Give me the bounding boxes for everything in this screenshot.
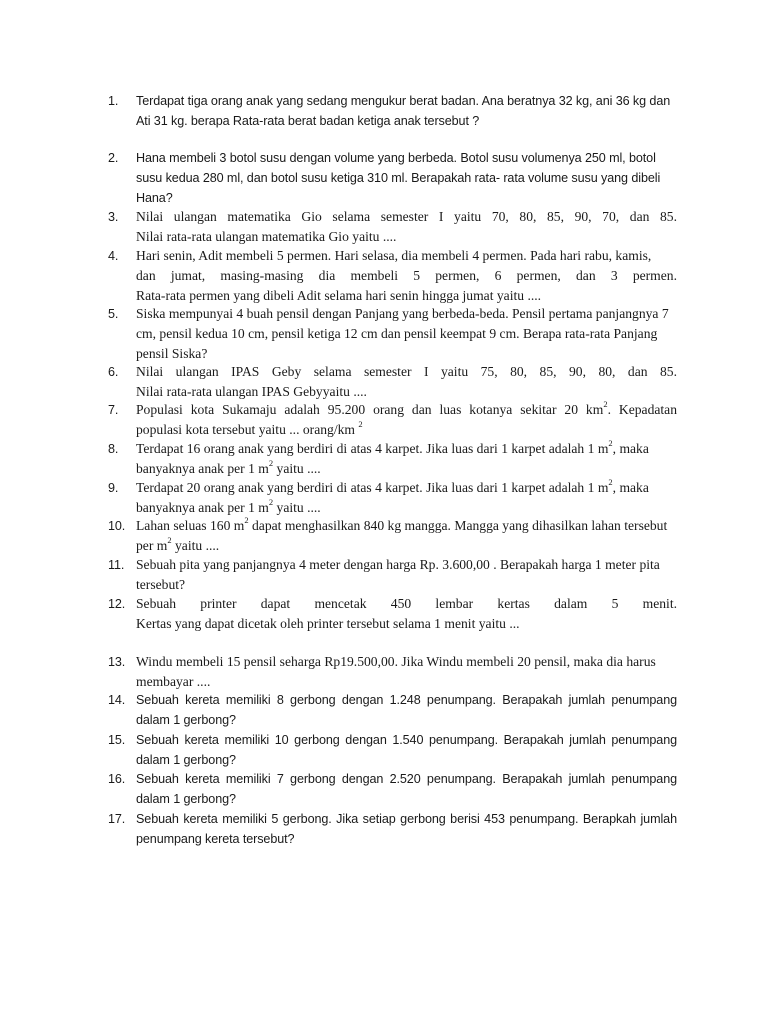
question-line: Sebuah kereta memiliki 5 gerbong. Jika setiap gerbong berisi 453 penumpang. Berapkah jumlah [136,812,677,826]
question-line: Nilai ulangan IPAS Geby selama semester I yaitu 75, 80, 85, 90, 80, dan 85. [136,364,677,379]
question-number: 11. [108,558,125,572]
superscript: 2 [358,419,363,430]
question-11 [108,555,677,595]
question-9 [108,478,677,518]
question-text: Terdapat 16 orang anak yang berdiri di atas 4 karpet. Jika luas dari 1 karpet adalah 1 m [136,441,609,456]
question-line: Sebuah kereta memiliki 7 gerbong dengan 2.520 penumpang. Berapakah jumlah penumpang [136,772,677,786]
question-line [136,459,677,479]
question-number: 5. [108,307,119,321]
question-line [136,516,677,536]
question-line: Ati 31 kg. berapa Rata-rata berat badan ketiga anak tersebut ? [136,114,480,128]
superscript: 2 [608,438,613,449]
question-number: 1. [108,94,119,108]
question-text: populasi kota tersebut yaitu ... orang/km [136,422,355,437]
question-6 [108,362,677,402]
question-5 [108,304,677,364]
question-number: 17. [108,812,126,826]
question-line: Nilai rata-rata ulangan IPAS Gebyyaitu .... [136,384,367,399]
question-number: 9. [108,481,119,495]
question-text: banyaknya anak per 1 m [136,461,269,476]
question-number: 10. [108,519,126,533]
question-text: per m [136,538,168,553]
question-line [136,498,677,518]
question-number: 3. [108,210,119,224]
question-line: Sebuah kereta memiliki 10 gerbong dengan 1.540 penumpang. Berapakah jumlah penumpang [136,733,677,747]
question-line: cm, pensil kedua 10 cm, pensil ketiga 12 cm dan pensil keempat 9 cm. Berapa rata-rata Panjang [136,326,658,341]
question-line: Rata-rata permen yang dibeli Adit selama hari senin hingga jumat yaitu .... [136,288,542,303]
question-text: Terdapat 20 orang anak yang berdiri di atas 4 karpet. Jika luas dari 1 karpet adalah 1 m [136,480,609,495]
question-line: Sebuah kereta memiliki 8 gerbong dengan 1.248 penumpang. Berapakah jumlah penumpang [136,693,677,707]
question-3 [108,207,677,247]
question-number: 7. [108,403,119,417]
question-line: Siska mempunyai 4 buah pensil dengan Panjang yang berbeda-beda. Pensil pertama panjangnya 7 [136,306,669,321]
question-number: 15. [108,733,126,747]
superscript: 2 [244,515,249,526]
question-17 [108,809,677,849]
question-4 [108,246,677,306]
question-number: 12. [108,597,126,611]
question-line [136,400,677,420]
question-text: dapat menghasilkan 840 kg mangga. Mangga yang dihasilkan lahan tersebut [248,518,668,533]
question-line [136,478,677,498]
question-number: 8. [108,442,119,456]
question-line [136,420,677,440]
question-text: banyaknya anak per 1 m [136,500,269,515]
question-line: Hana? [136,191,173,205]
question-line: dalam 1 gerbong? [136,713,236,727]
question-line: Terdapat tiga orang anak yang sedang mengukur berat badan. Ana beratnya 32 kg, ani 36 kg dan [136,94,671,108]
question-line: dalam 1 gerbong? [136,792,236,806]
question-line: Kertas yang dapat dicetak oleh printer tersebut selama 1 menit yaitu ... [136,616,520,631]
question-line [136,536,677,556]
question-10 [108,516,677,556]
question-line: Sebuah pita yang panjangnya 4 meter dengan harga Rp. 3.600,00 . Berapakah harga 1 meter pita [136,557,660,572]
question-line: tersebut? [136,577,186,592]
question-line: membayar .... [136,674,211,689]
superscript: 2 [608,477,613,488]
question-text: . Kepadatan [607,402,678,417]
question-12 [108,594,677,634]
question-text: Populasi kota Sukamaju adalah 95.200 orang dan luas kotanya sekitar 20 km [136,402,604,417]
question-number: 14. [108,693,126,707]
question-line: Hana membeli 3 botol susu dengan volume yang berbeda. Botol susu volumenya 250 ml, botol [136,151,656,165]
superscript: 2 [268,458,274,469]
question-line [136,439,677,459]
question-line: susu kedua 280 ml, dan botol susu ketiga 310 ml. Berapakah rata- rata volume susu yang dibeli [136,171,661,185]
question-text: , maka [612,441,649,456]
superscript: 2 [603,399,608,410]
superscript: 2 [268,497,274,508]
question-text: yaitu .... [273,500,321,515]
question-text: Lahan seluas 160 m [136,518,245,533]
question-line: Hari senin, Adit membeli 5 permen. Hari selasa, dia membeli 4 permen. Pada hari rabu, kamis, [136,248,652,263]
question-2 [108,148,677,208]
question-15 [108,730,677,770]
superscript: 2 [167,535,172,546]
question-line: dan jumat, masing-masing dia membeli 5 permen, 6 permen, dan 3 permen. [136,268,677,283]
question-number: 2. [108,151,119,165]
question-number: 4. [108,249,119,263]
question-line: penumpang kereta tersebut? [136,832,295,846]
question-line: pensil Siska? [136,346,208,361]
question-text: , maka [612,480,649,495]
question-line: Nilai ulangan matematika Gio selama semester I yaitu 70, 80, 85, 90, 70, dan 85. [136,209,677,224]
question-text: yaitu .... [273,461,321,476]
question-line: Windu membeli 15 pensil seharga Rp19.500,00. Jika Windu membeli 20 pensil, maka dia harus [136,654,656,669]
question-number: 16. [108,772,126,786]
question-13 [108,652,677,692]
question-line: Sebuah printer dapat mencetak 450 lembar kertas dalam 5 menit. [136,596,677,611]
question-line: dalam 1 gerbong? [136,753,236,767]
question-16 [108,769,677,809]
question-text: yaitu .... [171,538,220,553]
question-number: 13. [108,655,126,669]
question-line: Nilai rata-rata ulangan matematika Gio yaitu .... [136,229,397,244]
question-14 [108,690,677,730]
question-1 [108,91,677,131]
question-8 [108,439,677,479]
question-7 [108,400,677,440]
question-number: 6. [108,365,119,379]
